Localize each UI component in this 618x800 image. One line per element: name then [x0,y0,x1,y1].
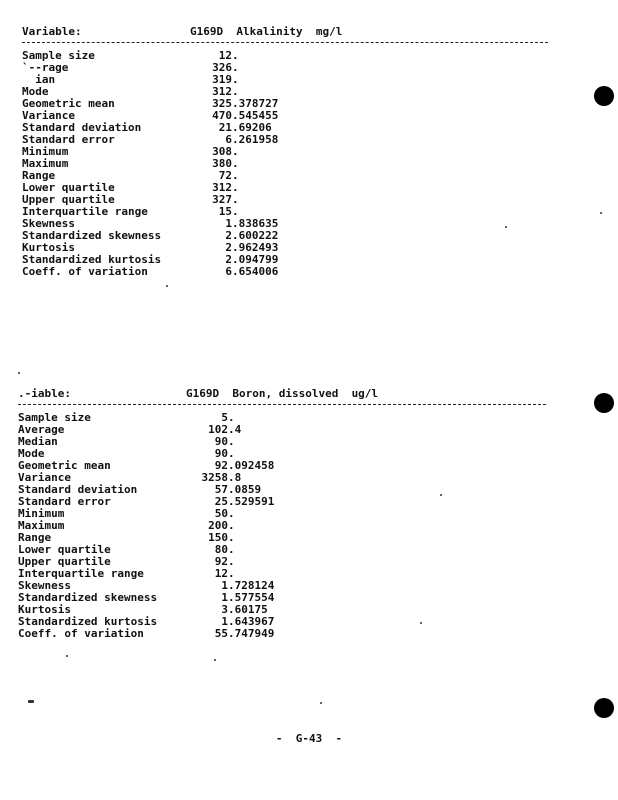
stat-value: 325.378727 [212,97,279,110]
stat-value: 3258.8 [201,471,242,484]
scan-speck [166,285,168,287]
stat-value: 150. [208,531,235,544]
stat-value: 308. [212,145,239,158]
stats-list [18,412,318,640]
stats-list [22,50,322,278]
stat-value: 380. [212,157,239,170]
stat-label: Lower quartile [22,181,115,194]
stats-block-boron [18,387,548,640]
stat-label: Kurtosis [22,241,75,254]
stat-label: Variance [22,109,75,122]
stat-label: Upper quartile [18,555,111,568]
stat-value: 102.4 [208,423,242,436]
stat-label: Mode [18,447,45,460]
stat-row [18,520,318,532]
stat-value: 326. [212,61,239,74]
stat-value: 6.654006 [225,265,279,278]
header-divider [18,404,546,405]
stat-row [18,628,318,640]
stat-label: Standardized kurtosis [22,253,162,266]
stat-value: 92. [214,555,235,568]
variable-name: G169D Boron, dissolved ug/l [186,387,379,400]
stat-label: Range [22,169,56,182]
stat-label: Standardized kurtosis [18,615,158,628]
header-divider [22,42,548,43]
stat-label: Kurtosis [18,603,71,616]
stat-value: 327. [212,193,239,206]
stat-label: Standard deviation [18,483,138,496]
stat-value: 200. [208,519,235,532]
stat-label: Coeff. of variation [18,627,144,640]
stat-value: 312. [212,181,239,194]
stat-label: Skewness [22,217,75,230]
variable-name: G169D Alkalinity mg/l [190,25,343,38]
stat-label: Standard error [18,495,111,508]
scan-speck [600,212,602,214]
scan-speck [420,622,422,624]
stat-value: 12. [218,49,239,62]
stat-label: Lower quartile [18,543,111,556]
variable-label: .-iable: [18,387,71,400]
stat-label: Range [18,531,52,544]
stat-value: 80. [214,543,235,556]
stat-value: 5. [221,411,235,424]
stat-label: Mode [22,85,49,98]
punch-hole [594,393,614,413]
stat-value: 3.60175 [221,603,268,616]
stats-block-alkalinity [22,25,552,278]
stat-label: Average [18,423,65,436]
variable-header [22,25,552,39]
stat-label: Geometric mean [22,97,115,110]
stat-row [18,424,318,436]
scan-speck [440,494,442,496]
scan-speck [18,372,20,374]
scan-speck [214,659,216,661]
stat-value: 90. [214,447,235,460]
stat-label: `--rage [22,61,69,74]
stat-value: 55.747949 [214,627,275,640]
stat-value: 6.261958 [225,133,279,146]
stat-label: Standardized skewness [18,591,158,604]
scan-speck [28,700,34,703]
punch-hole [594,86,614,106]
stat-value: 1.643967 [221,615,275,628]
stat-value: 72. [218,169,239,182]
scan-speck [505,226,507,228]
stat-row [22,62,322,74]
variable-header [18,387,548,401]
stat-label: Interquartile range [18,567,144,580]
stat-label: Interquartile range [22,205,148,218]
stat-label: Standard error [22,133,115,146]
stat-value: 50. [214,507,235,520]
stat-row [22,74,322,86]
stat-label: Maximum [18,519,65,532]
stat-label: Minimum [22,145,69,158]
punch-hole [594,698,614,718]
page-number: - G-43 - [275,732,343,745]
stat-value: 1.577554 [221,591,275,604]
stat-value: 1.838635 [225,217,279,230]
stat-value: 92.092458 [214,459,275,472]
stat-label: Sample size [22,49,95,62]
stat-label: Minimum [18,507,65,520]
scan-speck [66,655,68,657]
stat-row [22,266,322,278]
stat-value: 2.094799 [225,253,279,266]
stat-value: 2.600222 [225,229,279,242]
stat-value: 25.529591 [214,495,275,508]
stat-label: Coeff. of variation [22,265,148,278]
stat-row [22,158,322,170]
stat-value: 90. [214,435,235,448]
stat-label: Geometric mean [18,459,111,472]
stat-value: 15. [218,205,239,218]
stat-value: 312. [212,85,239,98]
stat-value: 470.545455 [212,109,279,122]
stat-label: Upper quartile [22,193,115,206]
stat-value: 21.69206 [218,121,272,134]
stat-row [18,436,318,448]
stat-label: Sample size [18,411,91,424]
stat-label: Median [18,435,58,448]
stat-value: 12. [214,567,235,580]
variable-label: Variable: [22,25,82,38]
stat-value: 1.728124 [221,579,275,592]
stat-label: Skewness [18,579,71,592]
stat-label: ian [22,73,56,86]
stat-label: Maximum [22,157,69,170]
stat-value: 319. [212,73,239,86]
stat-value: 2.962493 [225,241,279,254]
stat-label: Standardized skewness [22,229,162,242]
stat-value: 57.0859 [214,483,262,496]
stat-label: Variance [18,471,71,484]
stat-label: Standard deviation [22,121,142,134]
scan-speck [320,702,322,704]
